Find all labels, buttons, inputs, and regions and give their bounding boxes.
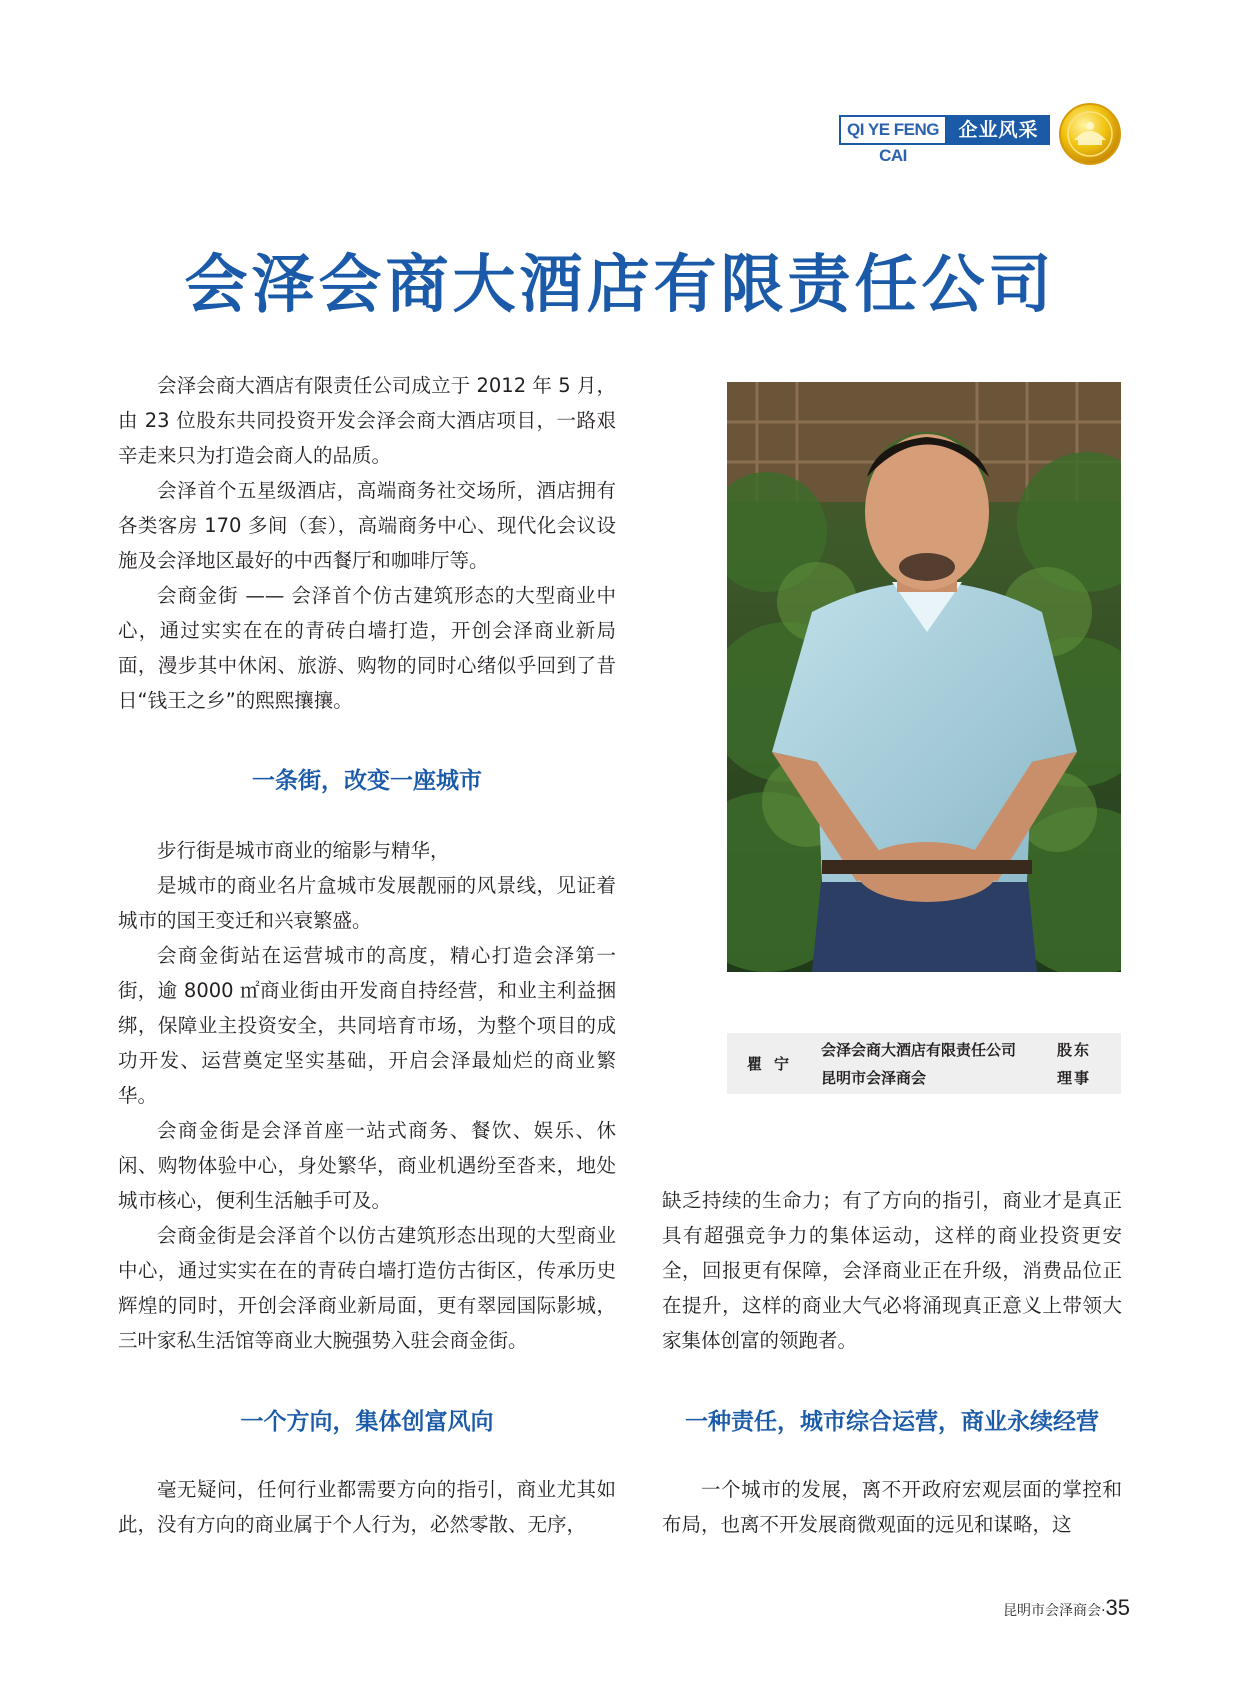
section2-text-left — [118, 1472, 616, 1542]
caption-role-1: 股东 — [1057, 1041, 1092, 1059]
section2-paragraph-left: 毫无疑问，任何行业都需要方向的指引，商业尤其如此，没有方向的商业属于个人行为，必然零散、无序， — [118, 1478, 616, 1536]
page-footer — [990, 1595, 1130, 1621]
section1-heading: 一条街，改变一座城市 — [252, 768, 482, 794]
section2-heading: 一个方向，集体创富风向 — [240, 1409, 494, 1435]
footer-publication: 昆明市会泽商会 — [1003, 1603, 1102, 1619]
caption-person-name: 瞿宁 — [747, 1055, 802, 1073]
intro-text — [118, 368, 616, 718]
intro-paragraph-2: 会泽首个五星级酒店，高端商务社交场所，酒店拥有各类客房 170 多间（套），高端商务中心、现代化会议设施及会泽地区最好的中西餐厅和咖啡厅等。 — [118, 479, 616, 572]
section3-heading: 一种责任，城市综合运营，商业永续经营 — [685, 1409, 1099, 1435]
section1-paragraph-1: 步行街是城市商业的缩影与精华， — [157, 839, 450, 862]
section-tag-en: QI YE FENG CAI — [839, 115, 947, 145]
section1-paragraph-3: 会商金街站在运营城市的高度，精心打造会泽第一街，逾 8000 ㎡商业街由开发商自持经营，和业主利益捆绑，保障业主投资安全，共同培育市场，为整个项目的成功开发、运营奠定坚实基础，开启会泽最灿烂的商业繁华。 — [118, 944, 616, 1107]
caption-role-2: 理事 — [1057, 1069, 1092, 1087]
photo-caption — [727, 1033, 1121, 1094]
gold-emblem-icon — [1058, 102, 1122, 166]
caption-org-1: 会泽会商大酒店有限责任公司 — [821, 1041, 1017, 1059]
section3-paragraph: 一个城市的发展，离不开政府宏观层面的掌控和布局，也离不开发展商微观面的远见和谋略，这 — [662, 1478, 1122, 1536]
page-number: 35 — [1105, 1595, 1130, 1620]
section2-paragraph-right: 缺乏持续的生命力；有了方向的指引，商业才是真正具有超强竞争力的集体运动，这样的商业投资更安全，回报更有保障，会泽商业正在升级，消费品位正在提升，这样的商业大气必将涌现真正意义上带领大家集体创富的领跑者。 — [662, 1189, 1122, 1352]
intro-paragraph-3: 会商金街 —— 会泽首个仿古建筑形态的大型商业中心，通过实实在在的青砖白墙打造，开创会泽商业新局面，漫步其中休闲、旅游、购物的同时心绪似乎回到了昔日“钱王之乡”的熙熙攘攘。 — [118, 584, 616, 712]
section1-text — [118, 833, 616, 1358]
article-title: 会泽会商大酒店有限责任公司 — [184, 247, 1056, 321]
section-tag-cn: 企业风采 — [947, 115, 1050, 145]
section2-text-right — [662, 1183, 1122, 1358]
footer-separator: · — [1101, 1603, 1106, 1619]
section1-paragraph-4: 会商金街是会泽首座一站式商务、餐饮、娱乐、休闲、购物体验中心，身处繁华，商业机遇纷至沓来，地处城市核心，便利生活触手可及。 — [118, 1119, 616, 1212]
section1-paragraph-2: 是城市的商业名片盒城市发展靓丽的风景线，见证着城市的国王变迁和兴衰繁盛。 — [118, 874, 616, 932]
caption-org-2: 昆明市会泽商会 — [821, 1069, 927, 1087]
portrait-photo — [727, 382, 1121, 972]
intro-paragraph-1: 会泽会商大酒店有限责任公司成立于 2012 年 5 月，由 23 位股东共同投资开发会泽会商大酒店项目，一路艰辛走来只为打造会商人的品质。 — [118, 374, 616, 467]
section1-paragraph-5: 会商金街是会泽首个以仿古建筑形态出现的大型商业中心，通过实实在在的青砖白墙打造仿古街区，传承历史辉煌的同时，开创会泽商业新局面，更有翠园国际影城，三叶家私生活馆等商业大腕强势入驻会商金街。 — [118, 1224, 616, 1352]
section3-text — [662, 1472, 1122, 1542]
